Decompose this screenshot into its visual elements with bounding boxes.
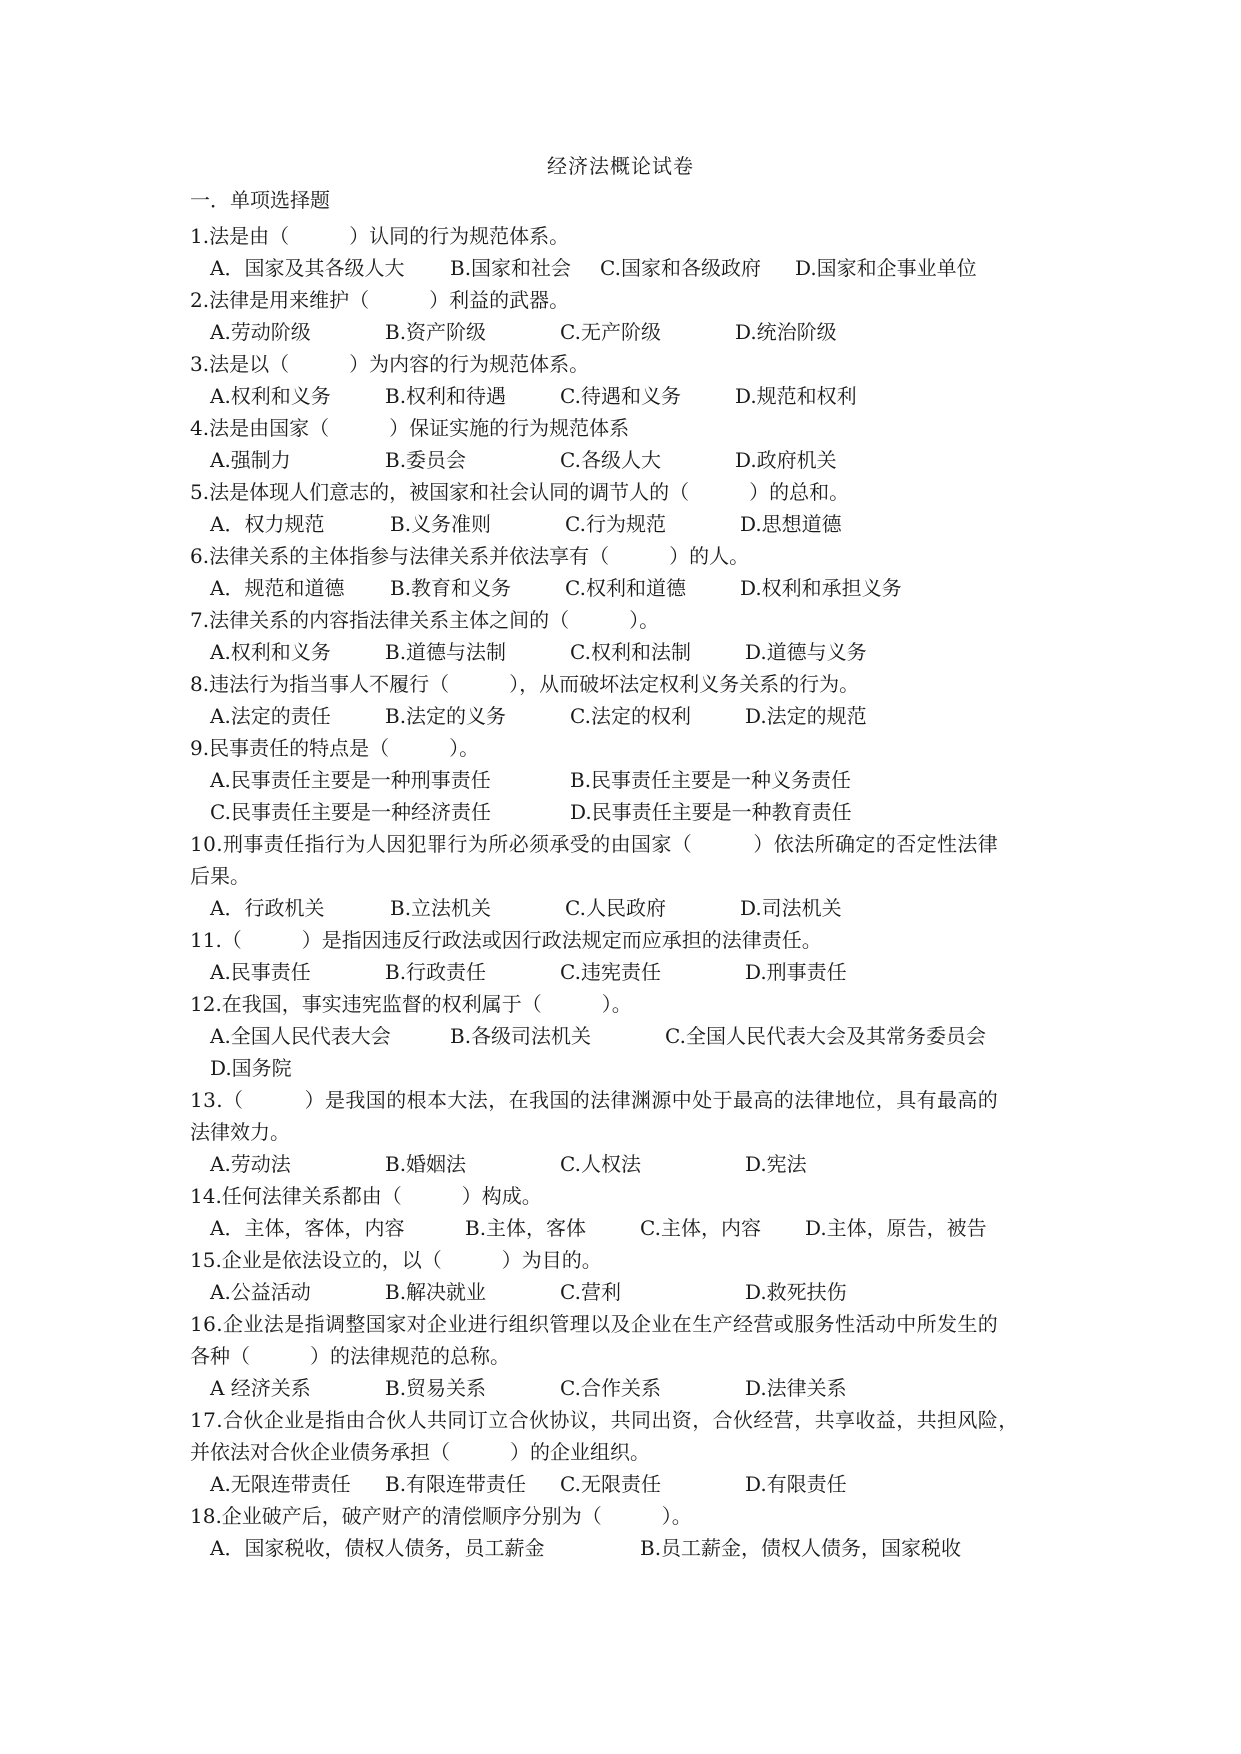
option-8-c[interactable]: C.法定的权利 <box>570 704 691 728</box>
option-6-d[interactable]: D.权利和承担义务 <box>740 576 902 600</box>
option-1-b[interactable]: B.国家和社会 <box>450 256 572 280</box>
options-13 <box>210 1150 1070 1178</box>
option-7-c[interactable]: C.权利和法制 <box>570 640 691 664</box>
option-12-c[interactable]: C.全国人民代表大会及其常务委员会 <box>665 1024 986 1048</box>
option-17-b[interactable]: B.有限连带责任 <box>385 1472 527 1496</box>
option-14-b[interactable]: B.主体，客体 <box>465 1216 587 1240</box>
option-2-d[interactable]: D.统治阶级 <box>735 320 837 344</box>
option-17-c[interactable]: C.无限责任 <box>560 1472 661 1496</box>
option-16-d[interactable]: D.法律关系 <box>745 1376 847 1400</box>
question-10-cont: 后果。 <box>190 864 250 888</box>
option-5-a[interactable]: A．权力规范 <box>210 512 325 536</box>
option-18-b[interactable]: B.员工薪金，债权人债务，国家税收 <box>640 1536 962 1560</box>
option-11-c[interactable]: C.违宪责任 <box>560 960 661 984</box>
option-4-b[interactable]: B.委员会 <box>385 448 467 472</box>
question-17: 17.合伙企业是指由合伙人共同订立合伙协议，共同出资，合伙经营，共享收益，共担风险， <box>190 1408 1019 1432</box>
option-8-a[interactable]: A.法定的责任 <box>210 704 331 728</box>
option-5-b[interactable]: B.义务准则 <box>390 512 492 536</box>
options-15 <box>210 1278 1070 1306</box>
option-18-a[interactable]: A．国家税收，债权人债务，员工薪金 <box>210 1536 545 1560</box>
option-6-a[interactable]: A．规范和道德 <box>210 576 345 600</box>
question-1: 1.法是由（ ）认同的行为规范体系。 <box>190 224 570 248</box>
option-9-c[interactable]: C.民事责任主要是一种经济责任 <box>210 800 491 824</box>
option-3-c[interactable]: C.待遇和义务 <box>560 384 681 408</box>
options-2 <box>210 318 1070 346</box>
option-15-b[interactable]: B.解决就业 <box>385 1280 487 1304</box>
options-18 <box>210 1534 1070 1562</box>
option-12-a[interactable]: A.全国人民代表大会 <box>210 1024 391 1048</box>
question-7: 7.法律关系的内容指法律关系主体之间的（ ）。 <box>190 608 660 632</box>
option-15-a[interactable]: A.公益活动 <box>210 1280 311 1304</box>
option-8-d[interactable]: D.法定的规范 <box>745 704 867 728</box>
option-13-d[interactable]: D.宪法 <box>745 1152 807 1176</box>
option-13-b[interactable]: B.婚姻法 <box>385 1152 467 1176</box>
section-heading: 一．单项选择题 <box>190 188 330 212</box>
question-10: 10.刑事责任指行为人因犯罪行为所必须承受的由国家（ ）依法所确定的否定性法律 <box>190 832 999 856</box>
option-10-b[interactable]: B.立法机关 <box>390 896 492 920</box>
options-5 <box>210 510 1070 538</box>
option-3-a[interactable]: A.权利和义务 <box>210 384 331 408</box>
option-1-a[interactable]: A．国家及其各级人大 <box>210 256 405 280</box>
option-2-c[interactable]: C.无产阶级 <box>560 320 661 344</box>
question-15: 15.企业是依法设立的，以（ ）为目的。 <box>190 1248 602 1272</box>
option-1-c[interactable]: C.国家和各级政府 <box>600 256 761 280</box>
option-9-a[interactable]: A.民事责任主要是一种刑事责任 <box>210 768 491 792</box>
option-16-c[interactable]: C.合作关系 <box>560 1376 661 1400</box>
option-4-a[interactable]: A.强制力 <box>210 448 291 472</box>
option-3-d[interactable]: D.规范和权利 <box>735 384 857 408</box>
option-6-b[interactable]: B.教育和义务 <box>390 576 512 600</box>
options-10 <box>210 894 1070 922</box>
option-16-b[interactable]: B.贸易关系 <box>385 1376 487 1400</box>
options-6 <box>210 574 1070 602</box>
option-13-c[interactable]: C.人权法 <box>560 1152 641 1176</box>
option-11-a[interactable]: A.民事责任 <box>210 960 311 984</box>
question-13-cont: 法律效力。 <box>190 1120 290 1144</box>
option-2-a[interactable]: A.劳动阶级 <box>210 320 311 344</box>
option-12-b[interactable]: B.各级司法机关 <box>450 1024 592 1048</box>
option-14-a[interactable]: A．主体，客体，内容 <box>210 1216 405 1240</box>
question-16-cont: 各种（ ）的法律规范的总称。 <box>190 1344 510 1368</box>
option-5-c[interactable]: C.行为规范 <box>565 512 666 536</box>
page-title: 经济法概论试卷 <box>547 154 694 178</box>
option-11-d[interactable]: D.刑事责任 <box>745 960 847 984</box>
options-9-row-1 <box>210 766 1070 794</box>
options-14 <box>210 1214 1070 1242</box>
options-8 <box>210 702 1070 730</box>
question-16: 16.企业法是指调整国家对企业进行组织管理以及企业在生产经营或服务性活动中所发生的 <box>190 1312 999 1336</box>
option-8-b[interactable]: B.法定的义务 <box>385 704 507 728</box>
option-11-b[interactable]: B.行政责任 <box>385 960 487 984</box>
question-12: 12.在我国，事实违宪监督的权利属于（ ）。 <box>190 992 632 1016</box>
options-11 <box>210 958 1070 986</box>
option-14-c[interactable]: C.主体，内容 <box>640 1216 761 1240</box>
option-1-d[interactable]: D.国家和企事业单位 <box>795 256 977 280</box>
question-14: 14.任何法律关系都由（ ）构成。 <box>190 1184 542 1208</box>
option-7-a[interactable]: A.权利和义务 <box>210 640 331 664</box>
question-17-cont: 并依法对合伙企业债务承担（ ）的企业组织。 <box>190 1440 650 1464</box>
option-16-a[interactable]: A 经济关系 <box>210 1376 311 1400</box>
question-18: 18.企业破产后，破产财产的清偿顺序分别为（ ）。 <box>190 1504 692 1528</box>
option-12-d[interactable]: D.国务院 <box>210 1056 292 1080</box>
question-4: 4.法是由国家（ ）保证实施的行为规范体系 <box>190 416 630 440</box>
option-10-d[interactable]: D.司法机关 <box>740 896 842 920</box>
options-9-row-2 <box>210 798 1070 826</box>
options-12-row-2 <box>210 1054 1070 1082</box>
options-1 <box>210 254 1070 282</box>
option-17-d[interactable]: D.有限责任 <box>745 1472 847 1496</box>
options-7 <box>210 638 1070 666</box>
option-4-c[interactable]: C.各级人大 <box>560 448 661 472</box>
option-7-d[interactable]: D.道德与义务 <box>745 640 867 664</box>
option-10-a[interactable]: A．行政机关 <box>210 896 325 920</box>
question-11: 11.（ ）是指因违反行政法或因行政法规定而应承担的法律责任。 <box>190 928 822 952</box>
options-12-row-1 <box>210 1022 1070 1050</box>
question-8: 8.违法行为指当事人不履行（ ），从而破坏法定权利义务关系的行为。 <box>190 672 860 696</box>
options-17 <box>210 1470 1070 1498</box>
option-9-b[interactable]: B.民事责任主要是一种义务责任 <box>570 768 852 792</box>
option-7-b[interactable]: B.道德与法制 <box>385 640 507 664</box>
option-17-a[interactable]: A.无限连带责任 <box>210 1472 351 1496</box>
question-3: 3.法是以（ ）为内容的行为规范体系。 <box>190 352 590 376</box>
options-16 <box>210 1374 1070 1402</box>
option-15-c[interactable]: C.营利 <box>560 1280 621 1304</box>
question-13: 13.（ ）是我国的根本大法，在我国的法律渊源中处于最高的法律地位，具有最高的 <box>190 1088 999 1112</box>
option-13-a[interactable]: A.劳动法 <box>210 1152 291 1176</box>
option-6-c[interactable]: C.权利和道德 <box>565 576 686 600</box>
option-9-d[interactable]: D.民事责任主要是一种教育责任 <box>570 800 852 824</box>
option-14-d[interactable]: D.主体，原告，被告 <box>805 1216 987 1240</box>
options-4 <box>210 446 1070 474</box>
option-4-d[interactable]: D.政府机关 <box>735 448 837 472</box>
option-3-b[interactable]: B.权利和待遇 <box>385 384 507 408</box>
question-2: 2.法律是用来维护（ ）利益的武器。 <box>190 288 570 312</box>
option-15-d[interactable]: D.救死扶伤 <box>745 1280 847 1304</box>
option-5-d[interactable]: D.思想道德 <box>740 512 842 536</box>
question-5: 5.法是体现人们意志的，被国家和社会认同的调节人的（ ）的总和。 <box>190 480 850 504</box>
options-3 <box>210 382 1070 410</box>
option-10-c[interactable]: C.人民政府 <box>565 896 666 920</box>
question-6: 6.法律关系的主体指参与法律关系并依法享有（ ）的人。 <box>190 544 750 568</box>
option-2-b[interactable]: B.资产阶级 <box>385 320 487 344</box>
question-9: 9.民事责任的特点是（ ）。 <box>190 736 480 760</box>
